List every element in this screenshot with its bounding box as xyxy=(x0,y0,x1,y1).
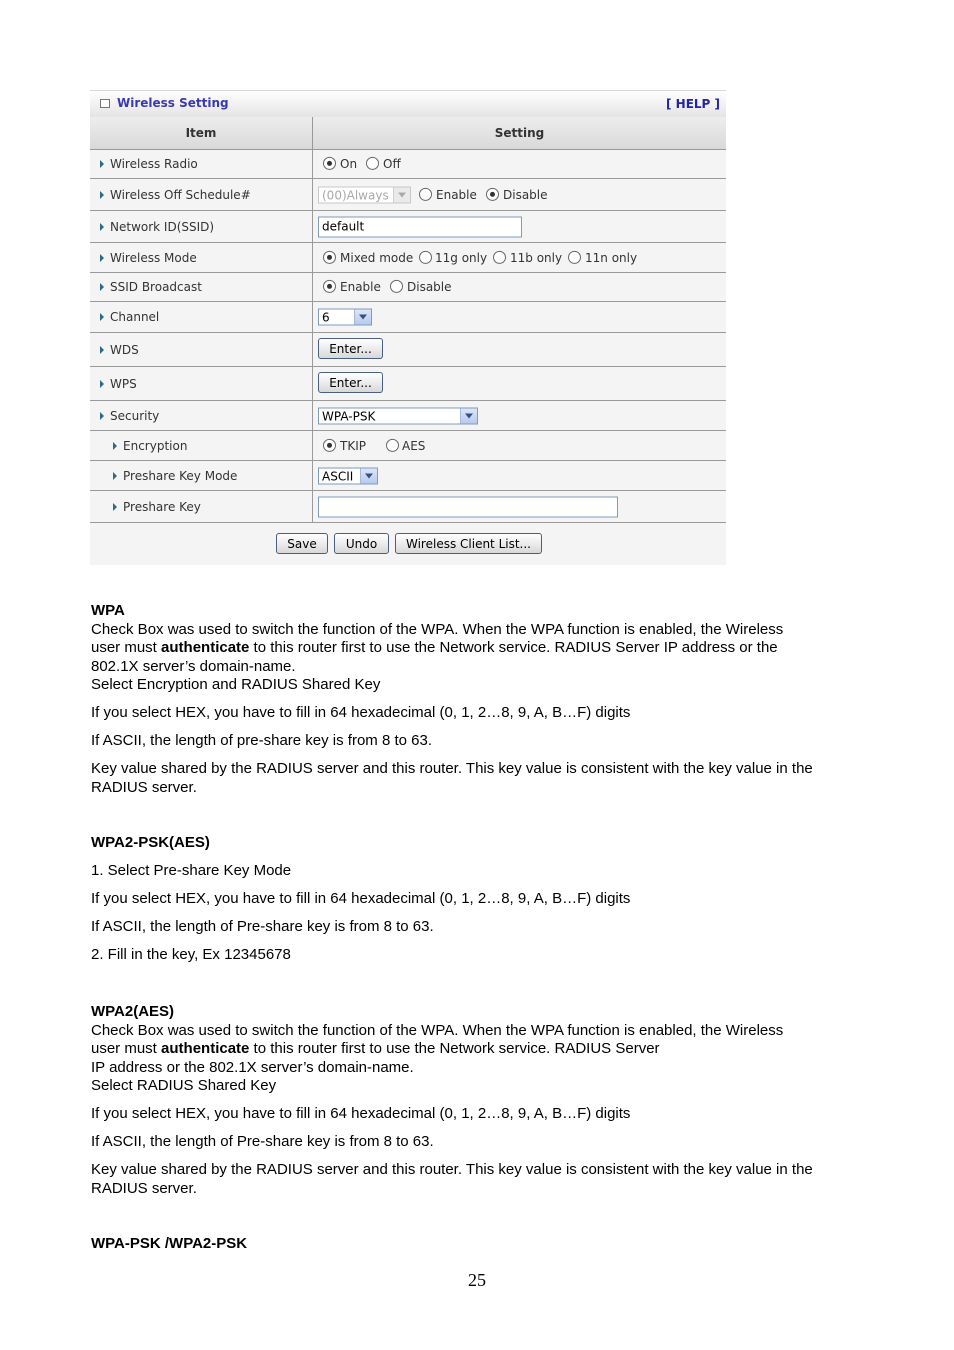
arrow-icon xyxy=(100,283,104,291)
row-label: Encryption xyxy=(123,438,188,453)
paragraph: Check Box was used to switch the function of the WPA. When the WPA function is enabled, the Wireless xyxy=(91,1021,784,1039)
paragraph: If you select HEX, you have to fill in 64 hexadecimal (0, 1, 2…8, 9, A, B…F) digits xyxy=(91,704,631,721)
row-wireless-off-schedule xyxy=(90,179,726,211)
wps-enter-button[interactable]: Enter... xyxy=(318,372,383,393)
schedule-select[interactable]: (00)Always xyxy=(318,186,411,203)
paragraph: 2. Fill in the key, Ex 12345678 xyxy=(91,946,291,963)
preshare-key-input[interactable] xyxy=(318,496,618,517)
row-channel xyxy=(90,302,726,333)
paragraph: Select Encryption and RADIUS Shared Key xyxy=(91,676,381,693)
paragraph: Select RADIUS Shared Key xyxy=(91,1077,277,1094)
heading-wpa2-psk: WPA2-PSK(AES) xyxy=(91,834,210,851)
radio-off-label: Off xyxy=(383,157,401,171)
paragraph: RADIUS server. xyxy=(91,778,197,796)
paragraph: Check Box was used to switch the function of the WPA. When the WPA function is enabled, the Wireless xyxy=(91,620,784,638)
row-label: Wireless Radio xyxy=(110,157,198,171)
mode-11n-label: 11n only xyxy=(585,250,638,265)
paragraph: If you select HEX, you have to fill in 64 hexadecimal (0, 1, 2…8, 9, A, B…F) digits xyxy=(91,890,631,907)
radio-broadcast-disable[interactable] xyxy=(390,280,403,293)
paragraph: If ASCII, the length of Pre-share key is from 8 to 63. xyxy=(91,918,434,935)
radio-radio-off[interactable] xyxy=(366,157,379,170)
column-header-item: Item xyxy=(90,117,313,150)
schedule-disable-label: Disable xyxy=(503,187,548,202)
row-wds xyxy=(90,333,726,367)
arrow-icon xyxy=(100,223,104,231)
row-wireless-radio xyxy=(90,150,726,179)
radio-schedule-disable[interactable] xyxy=(486,187,499,200)
radio-encryption-tkip[interactable] xyxy=(323,438,336,451)
paragraph: 1. Select Pre-share Key Mode xyxy=(91,862,292,879)
paragraph: 802.1X server’s domain-name. xyxy=(91,657,296,675)
arrow-icon xyxy=(100,346,104,354)
row-wps xyxy=(90,367,726,401)
paragraph: If ASCII, the length of pre-share key is from 8 to 63. xyxy=(91,732,433,749)
row-label: Preshare Key xyxy=(123,499,201,514)
save-button[interactable]: Save xyxy=(276,533,328,554)
broadcast-enable-label: Enable xyxy=(340,280,381,294)
broadcast-disable-label: Disable xyxy=(407,280,452,294)
radio-on-label: On xyxy=(340,157,358,171)
encryption-tkip-label: TKIP xyxy=(340,438,366,453)
arrow-icon xyxy=(100,313,104,321)
wireless-client-list-button[interactable]: Wireless Client List... xyxy=(395,533,542,554)
arrow-icon xyxy=(113,503,117,511)
paragraph: If ASCII, the length of Pre-share key is from 8 to 63. xyxy=(91,1133,434,1150)
arrow-icon xyxy=(113,442,117,450)
paragraph: If you select HEX, you have to fill in 64 hexadecimal (0, 1, 2…8, 9, A, B…F) digits xyxy=(91,1105,631,1122)
radio-mode-mixed[interactable] xyxy=(323,250,336,263)
row-encryption xyxy=(90,431,726,461)
row-wireless-mode xyxy=(90,243,726,273)
paragraph: Key value shared by the RADIUS server and this router. This key value is consistent with the key value in the xyxy=(91,760,813,777)
radio-radio-on[interactable] xyxy=(323,157,336,170)
chevron-down-icon xyxy=(393,187,410,202)
paragraph: user must authenticate to this router first to use the Network service. RADIUS Server xyxy=(91,1040,660,1057)
mode-11g-label: 11g only xyxy=(435,250,488,265)
row-security xyxy=(90,401,726,431)
panel-title: Wireless Setting xyxy=(117,96,229,110)
paragraph: RADIUS server. xyxy=(91,1179,197,1197)
encryption-aes-label: AES xyxy=(402,438,426,453)
paragraph: IP address or the 802.1X server’s domain-name. xyxy=(91,1058,414,1076)
section-wpa xyxy=(91,602,871,797)
row-label: Preshare Key Mode xyxy=(123,468,238,483)
channel-select[interactable]: 6 xyxy=(318,309,372,326)
radio-schedule-enable[interactable] xyxy=(419,187,432,200)
row-label: WPS xyxy=(110,376,137,391)
heading-wpa2: WPA2(AES) xyxy=(91,1003,175,1020)
security-select[interactable]: WPA-PSK xyxy=(318,407,478,424)
arrow-icon xyxy=(100,160,104,168)
row-label: Network ID(SSID) xyxy=(110,219,215,234)
arrow-icon xyxy=(100,191,104,199)
paragraph: Key value shared by the RADIUS server and this router. This key value is consistent with the key value in the xyxy=(91,1161,813,1178)
ssid-input[interactable]: default xyxy=(318,216,522,237)
heading-wpa-psk: WPA-PSK /WPA2-PSK xyxy=(91,1235,248,1252)
chevron-down-icon xyxy=(354,310,371,325)
section-wpa2 xyxy=(91,1003,871,1198)
row-ssid xyxy=(90,211,726,243)
undo-button[interactable]: Undo xyxy=(334,533,389,554)
radio-broadcast-enable[interactable] xyxy=(323,280,336,293)
arrow-icon xyxy=(100,254,104,262)
chevron-down-icon xyxy=(360,468,377,483)
row-label: Security xyxy=(110,408,160,423)
schedule-enable-label: Enable xyxy=(436,187,477,202)
radio-mode-11b[interactable] xyxy=(493,250,506,263)
panel-title-icon xyxy=(100,99,110,108)
wds-enter-button[interactable]: Enter... xyxy=(318,338,383,359)
section-wpa-psk xyxy=(91,1235,871,1254)
page-number: 25 xyxy=(468,1270,486,1290)
row-label: Wireless Off Schedule# xyxy=(110,187,251,202)
arrow-icon xyxy=(100,380,104,388)
section-wpa2-psk xyxy=(91,834,871,965)
radio-encryption-aes[interactable] xyxy=(386,438,399,451)
row-label: Channel xyxy=(110,310,160,324)
column-header-setting: Setting xyxy=(313,117,726,150)
wireless-setting-panel xyxy=(90,90,726,565)
radio-mode-11g[interactable] xyxy=(419,250,432,263)
mode-mixed-label: Mixed mode xyxy=(340,250,414,265)
key-mode-select[interactable]: ASCII xyxy=(318,467,378,484)
mode-11b-label: 11b only xyxy=(510,250,563,265)
row-label: SSID Broadcast xyxy=(110,280,202,294)
row-preshare-key-mode xyxy=(90,461,726,491)
row-label: WDS xyxy=(110,342,139,357)
help-link[interactable]: [ HELP ] xyxy=(665,97,720,111)
row-label: Wireless Mode xyxy=(110,250,197,265)
paragraph: user must authenticate to this router first to use the Network service. RADIUS Server IP address or the xyxy=(91,639,778,656)
radio-mode-11n[interactable] xyxy=(568,250,581,263)
arrow-icon xyxy=(100,412,104,420)
arrow-icon xyxy=(113,472,117,480)
heading-wpa: WPA xyxy=(91,602,125,619)
chevron-down-icon xyxy=(460,408,477,423)
panel-titlebar xyxy=(90,90,726,117)
row-ssid-broadcast xyxy=(90,273,726,302)
row-preshare-key xyxy=(90,491,726,523)
